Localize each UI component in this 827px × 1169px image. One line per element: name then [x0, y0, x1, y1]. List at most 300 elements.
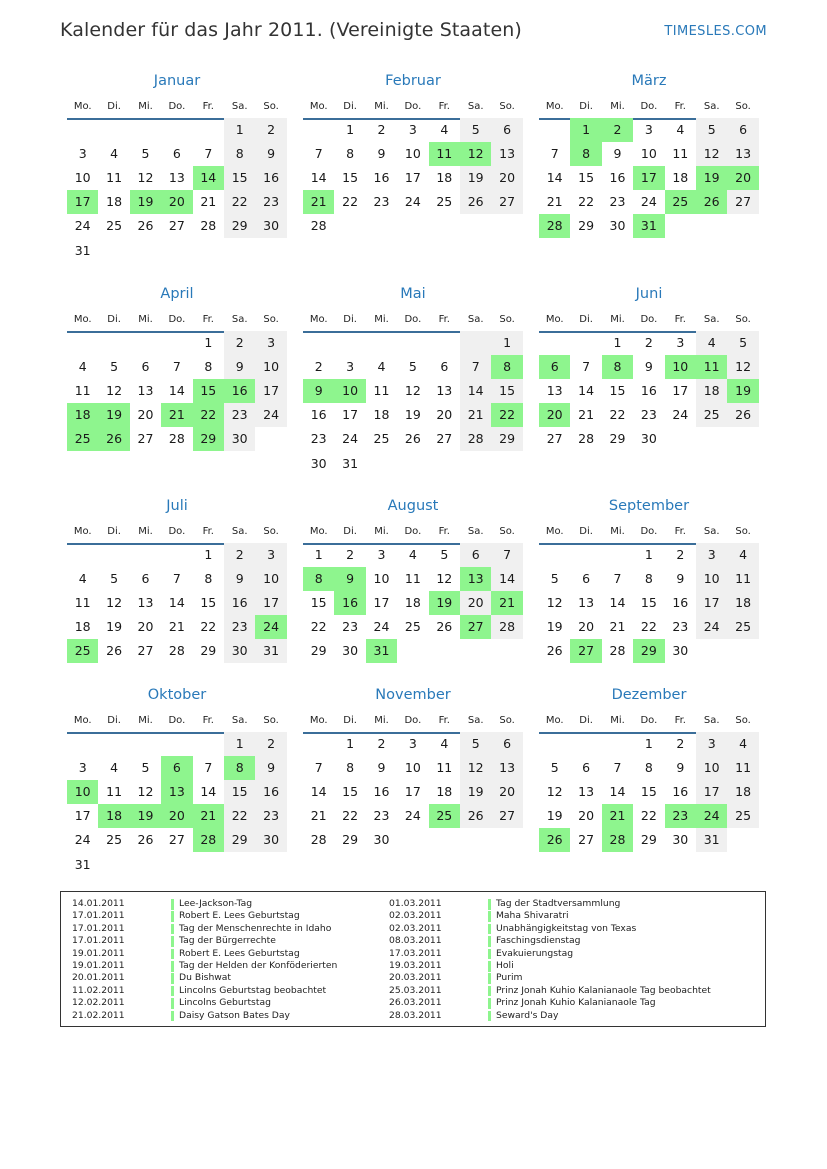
weekday-header: Di.	[107, 526, 121, 537]
day-cell: 4	[676, 122, 685, 137]
day-cell: 11	[727, 756, 758, 780]
day-cell: 15	[578, 170, 595, 186]
legend-date: 08.03.2011	[389, 935, 442, 947]
day-cell: 16	[640, 383, 657, 399]
legend-color-marker	[488, 998, 491, 1009]
day-cell: 24	[404, 808, 421, 824]
day-cell: 16	[373, 784, 390, 800]
day-cell: 20	[137, 407, 154, 423]
day-cell-holiday: 11	[429, 142, 460, 166]
day-cell: 18	[74, 619, 91, 635]
day-cell: 13	[436, 383, 453, 399]
weekday-header: Di.	[107, 715, 121, 726]
day-cell: 13	[491, 142, 522, 166]
day-cell-holiday: 24	[696, 804, 727, 828]
day-cell: 1	[204, 335, 213, 350]
day-cell-holiday: 18	[67, 403, 98, 427]
legend-holiday-name: Seward's Day	[496, 1009, 559, 1021]
day-cell-holiday: 8	[570, 142, 601, 166]
day-cell-holiday: 21	[491, 591, 522, 615]
day-cell: 25	[106, 218, 123, 234]
day-cell: 22	[224, 190, 255, 214]
day-cell: 12	[546, 595, 563, 611]
day-cell: 17	[696, 780, 727, 804]
day-cell: 8	[644, 571, 653, 587]
day-cell-holiday: 28	[602, 828, 633, 852]
legend-holiday-name: Maha Shivaratri	[496, 910, 569, 922]
day-cell: 26	[106, 643, 123, 659]
day-cell: 17	[74, 808, 91, 824]
day-cell: 12	[436, 571, 453, 587]
day-cell-holiday: 16	[334, 591, 365, 615]
day-cell: 12	[106, 595, 123, 611]
day-cell: 24	[255, 403, 286, 427]
day-cell: 21	[609, 619, 626, 635]
weekday-header: Mi.	[610, 526, 625, 537]
day-cell: 10	[255, 567, 286, 591]
day-cell: 16	[255, 780, 286, 804]
day-cell: 1	[644, 547, 653, 562]
weekday-header: Mo.	[73, 526, 92, 537]
day-cell: 9	[676, 571, 685, 587]
day-cell: 8	[346, 146, 355, 162]
day-cell-holiday: 12	[460, 142, 491, 166]
day-cell: 20	[137, 619, 154, 635]
day-cell-holiday: 13	[161, 780, 192, 804]
day-cell: 4	[696, 331, 727, 355]
day-cell: 18	[106, 194, 123, 210]
day-cell: 9	[644, 359, 653, 375]
day-cell: 30	[672, 643, 689, 659]
day-cell: 23	[609, 194, 626, 210]
day-cell: 14	[578, 383, 595, 399]
weekday-header: Di.	[343, 314, 357, 325]
legend-holiday-name: Robert E. Lees Geburtstag	[179, 947, 300, 959]
day-cell-holiday: 19	[130, 804, 161, 828]
day-cell: 23	[373, 808, 390, 824]
legend-date: 12.02.2011	[72, 997, 125, 1009]
weekday-header: Di.	[343, 715, 357, 726]
day-cell: 2	[644, 335, 653, 350]
weekday-header: Sa.	[467, 314, 484, 325]
day-cell-holiday: 31	[366, 639, 397, 663]
day-cell: 19	[404, 407, 421, 423]
day-cell: 1	[314, 547, 323, 562]
day-cell: 3	[346, 359, 355, 375]
weekday-header: So.	[263, 101, 279, 112]
legend-date: 25.03.2011	[389, 984, 442, 996]
weekday-header: Sa.	[231, 101, 248, 112]
month-title: Mai	[400, 286, 426, 302]
legend-color-marker	[488, 924, 491, 935]
day-cell: 5	[550, 760, 559, 776]
day-cell-holiday: 10	[334, 379, 365, 403]
day-cell-holiday: 28	[193, 828, 224, 852]
holiday-legend	[60, 891, 766, 1027]
day-cell: 13	[727, 142, 758, 166]
weekday-header: Di.	[343, 526, 357, 537]
day-cell: 25	[727, 615, 758, 639]
day-cell: 3	[255, 543, 286, 567]
day-cell: 1	[491, 331, 522, 355]
day-cell: 11	[74, 383, 91, 399]
day-cell: 12	[106, 383, 123, 399]
weekday-header: Sa.	[703, 101, 720, 112]
month-title: März	[631, 73, 667, 89]
day-cell: 16	[672, 784, 689, 800]
day-cell: 18	[436, 784, 453, 800]
day-cell-holiday: 16	[224, 379, 255, 403]
weekday-header: So.	[735, 101, 751, 112]
day-cell: 10	[696, 756, 727, 780]
legend-color-marker	[171, 973, 174, 984]
day-cell: 26	[436, 619, 453, 635]
day-cell: 5	[460, 118, 491, 142]
legend-date: 17.01.2011	[72, 935, 125, 947]
day-cell: 16	[373, 170, 390, 186]
day-cell: 21	[578, 407, 595, 423]
day-cell-holiday: 31	[633, 214, 664, 238]
day-cell: 13	[578, 595, 595, 611]
day-cell: 4	[110, 146, 119, 162]
day-cell: 18	[696, 379, 727, 403]
day-cell-holiday: 8	[491, 355, 522, 379]
weekday-header: Di.	[579, 101, 593, 112]
day-cell: 11	[727, 567, 758, 591]
day-cell: 28	[578, 431, 595, 447]
day-cell: 5	[696, 118, 727, 142]
month-title: November	[375, 687, 451, 703]
day-cell: 2	[224, 543, 255, 567]
day-cell: 8	[346, 760, 355, 776]
day-cell: 13	[491, 756, 522, 780]
day-cell: 19	[460, 166, 491, 190]
day-cell: 1	[346, 736, 355, 751]
day-cell: 10	[74, 170, 91, 186]
day-cell: 16	[224, 591, 255, 615]
day-cell: 2	[255, 732, 286, 756]
weekday-header: Do.	[404, 101, 422, 112]
legend-holiday-name: Tag der Bürgerrechte	[179, 935, 276, 947]
weekday-header: So.	[499, 526, 515, 537]
weekday-header: Fr.	[202, 526, 214, 537]
month-title: April	[160, 286, 194, 302]
day-cell: 25	[373, 431, 390, 447]
day-cell: 29	[224, 214, 255, 238]
day-cell: 5	[727, 331, 758, 355]
legend-color-marker	[488, 911, 491, 922]
day-cell: 23	[310, 431, 327, 447]
weekday-header: Di.	[107, 101, 121, 112]
day-cell: 30	[640, 431, 657, 447]
day-cell-holiday: 22	[491, 403, 522, 427]
day-cell: 30	[609, 218, 626, 234]
day-cell: 18	[727, 780, 758, 804]
day-cell: 25	[727, 804, 758, 828]
day-cell: 13	[168, 170, 185, 186]
day-cell: 20	[460, 591, 491, 615]
legend-holiday-name: Lincolns Geburtstag	[179, 997, 271, 1009]
day-cell: 18	[404, 595, 421, 611]
month-title: September	[608, 498, 690, 514]
day-cell: 17	[404, 784, 421, 800]
weekday-header: Mo.	[545, 314, 564, 325]
day-cell: 17	[342, 407, 359, 423]
day-cell: 5	[141, 760, 150, 776]
weekday-header: So.	[499, 715, 515, 726]
weekday-header: Mo.	[73, 715, 92, 726]
day-cell: 20	[491, 166, 522, 190]
day-cell-holiday: 17	[633, 166, 664, 190]
day-cell: 10	[404, 760, 421, 776]
day-cell: 16	[255, 166, 286, 190]
legend-color-marker	[171, 998, 174, 1009]
weekday-header: Sa.	[703, 314, 720, 325]
legend-color-marker	[171, 924, 174, 935]
day-cell: 5	[408, 359, 417, 375]
weekday-header: Mo.	[309, 526, 328, 537]
weekday-header: Do.	[640, 715, 658, 726]
legend-date: 11.02.2011	[72, 984, 125, 996]
legend-color-marker	[171, 899, 174, 910]
day-cell: 28	[491, 615, 522, 639]
weekday-header: Do.	[404, 715, 422, 726]
day-cell: 31	[342, 455, 359, 471]
weekend-blank	[460, 331, 491, 355]
day-cell: 24	[74, 832, 91, 848]
month-title: Oktober	[147, 687, 207, 703]
weekday-header: Do.	[640, 526, 658, 537]
legend-color-marker	[488, 899, 491, 910]
weekday-header: Di.	[579, 526, 593, 537]
day-cell: 7	[172, 359, 181, 375]
day-cell-holiday: 29	[193, 427, 224, 451]
day-cell-holiday: 20	[161, 190, 192, 214]
day-cell: 26	[460, 804, 491, 828]
day-cell: 15	[491, 379, 522, 403]
day-cell: 24	[640, 194, 657, 210]
weekday-header: Mo.	[545, 715, 564, 726]
legend-color-marker	[488, 936, 491, 947]
legend-color-marker	[488, 1011, 491, 1022]
day-cell-holiday: 26	[696, 190, 727, 214]
day-cell: 9	[377, 146, 386, 162]
day-cell: 23	[255, 804, 286, 828]
month-title: August	[387, 498, 439, 514]
weekday-header: So.	[499, 101, 515, 112]
day-cell: 22	[640, 808, 657, 824]
month-title: Februar	[385, 73, 441, 89]
weekday-header: Fr.	[438, 715, 450, 726]
day-cell: 27	[491, 190, 522, 214]
day-cell: 3	[255, 331, 286, 355]
day-cell: 15	[310, 595, 327, 611]
day-cell: 17	[255, 379, 286, 403]
day-cell: 12	[696, 142, 727, 166]
page-title: Kalender für das Jahr 2011. (Vereinigte Staaten)	[60, 19, 522, 41]
day-cell: 29	[609, 431, 626, 447]
day-cell: 1	[613, 335, 622, 350]
day-cell-holiday: 28	[539, 214, 570, 238]
legend-date: 21.02.2011	[72, 1009, 125, 1021]
day-cell: 18	[373, 407, 390, 423]
legend-holiday-name: Lee-Jackson-Tag	[179, 898, 253, 909]
legend-color-marker	[171, 949, 174, 960]
day-cell: 6	[491, 732, 522, 756]
weekday-header: Fr.	[202, 101, 214, 112]
weekday-header: Do.	[168, 314, 186, 325]
day-cell: 4	[408, 547, 417, 562]
day-cell: 19	[546, 619, 563, 635]
day-cell: 31	[255, 639, 286, 663]
day-cell: 17	[404, 170, 421, 186]
day-cell: 27	[546, 431, 563, 447]
weekday-header: Sa.	[231, 314, 248, 325]
day-cell: 26	[137, 832, 154, 848]
day-cell-holiday: 25	[67, 427, 98, 451]
weekday-header: Do.	[168, 101, 186, 112]
day-cell: 15	[640, 784, 657, 800]
day-cell-holiday: 26	[539, 828, 570, 852]
day-cell: 17	[373, 595, 390, 611]
day-cell: 3	[644, 122, 653, 137]
day-cell: 24	[672, 407, 689, 423]
day-cell: 13	[137, 595, 154, 611]
day-cell-holiday: 1	[570, 118, 601, 142]
legend-date: 19.01.2011	[72, 947, 125, 959]
day-cell: 22	[310, 619, 327, 635]
day-cell: 15	[224, 780, 255, 804]
weekday-header: Mi.	[610, 715, 625, 726]
weekday-header: Fr.	[674, 314, 686, 325]
day-cell: 1	[644, 736, 653, 751]
weekday-header: So.	[263, 715, 279, 726]
day-cell: 18	[727, 591, 758, 615]
day-cell: 30	[672, 832, 689, 848]
day-cell: 23	[640, 407, 657, 423]
day-cell: 9	[224, 567, 255, 591]
day-cell: 7	[491, 543, 522, 567]
weekday-header: Fr.	[674, 526, 686, 537]
day-cell: 29	[578, 218, 595, 234]
day-cell: 14	[310, 170, 327, 186]
day-cell-holiday: 25	[429, 804, 460, 828]
weekday-header: Mi.	[138, 715, 153, 726]
day-cell: 31	[696, 828, 727, 852]
day-cell: 20	[436, 407, 453, 423]
day-cell: 6	[460, 543, 491, 567]
day-cell: 10	[255, 355, 286, 379]
weekday-header: Mi.	[610, 101, 625, 112]
day-cell: 14	[460, 379, 491, 403]
day-cell: 27	[168, 832, 185, 848]
weekday-header: Sa.	[467, 101, 484, 112]
month-title: Juli	[166, 498, 188, 514]
day-cell: 1	[224, 732, 255, 756]
day-cell: 7	[460, 355, 491, 379]
day-cell: 29	[342, 832, 359, 848]
day-cell: 27	[727, 190, 758, 214]
day-cell: 25	[696, 403, 727, 427]
day-cell: 28	[200, 218, 217, 234]
day-cell: 6	[491, 118, 522, 142]
day-cell-holiday: 11	[696, 355, 727, 379]
brand-link[interactable]: TIMESLES.COM	[664, 24, 767, 39]
day-cell: 14	[200, 784, 217, 800]
day-cell: 20	[578, 619, 595, 635]
day-cell: 30	[224, 427, 255, 451]
day-cell: 1	[346, 122, 355, 137]
weekday-header: Do.	[168, 526, 186, 537]
day-cell: 25	[106, 832, 123, 848]
day-cell: 7	[582, 359, 591, 375]
day-cell: 28	[168, 431, 185, 447]
legend-date: 28.03.2011	[389, 1009, 442, 1021]
legend-color-marker	[171, 936, 174, 947]
legend-date: 17.01.2011	[72, 910, 125, 922]
legend-holiday-name: Du Bishwat	[179, 972, 232, 984]
day-cell: 2	[255, 118, 286, 142]
weekday-header: Mi.	[138, 526, 153, 537]
day-cell-holiday: 18	[98, 804, 129, 828]
day-cell: 25	[404, 619, 421, 635]
day-cell: 23	[373, 194, 390, 210]
legend-holiday-name: Tag der Menschenrechte in Idaho	[179, 922, 332, 934]
day-cell-holiday: 22	[193, 403, 224, 427]
day-cell: 15	[200, 595, 217, 611]
day-cell: 5	[110, 571, 119, 587]
day-cell: 27	[436, 431, 453, 447]
day-cell: 19	[546, 808, 563, 824]
day-cell-holiday: 24	[255, 615, 286, 639]
legend-color-marker	[171, 911, 174, 922]
day-cell: 19	[460, 780, 491, 804]
month-title: Juni	[635, 286, 663, 302]
day-cell-holiday: 20	[727, 166, 758, 190]
weekday-header: Mi.	[374, 101, 389, 112]
day-cell: 15	[609, 383, 626, 399]
day-cell: 12	[546, 784, 563, 800]
weekday-header: Mo.	[545, 526, 564, 537]
day-cell: 28	[310, 832, 327, 848]
day-cell: 14	[168, 383, 185, 399]
day-cell: 24	[404, 194, 421, 210]
day-cell: 24	[342, 431, 359, 447]
day-cell: 11	[404, 571, 421, 587]
day-cell: 13	[578, 784, 595, 800]
legend-holiday-name: Prinz Jonah Kuhio Kalanianaole Tag beobachtet	[496, 984, 711, 996]
day-cell: 4	[377, 359, 386, 375]
day-cell: 2	[346, 547, 355, 562]
day-cell: 26	[460, 190, 491, 214]
day-cell: 21	[460, 403, 491, 427]
day-cell: 14	[546, 170, 563, 186]
weekday-header: Sa.	[467, 526, 484, 537]
day-cell: 14	[168, 595, 185, 611]
day-cell: 9	[613, 146, 622, 162]
day-cell: 3	[377, 547, 386, 562]
day-cell: 4	[727, 543, 758, 567]
day-cell: 22	[224, 804, 255, 828]
legend-color-marker	[171, 1011, 174, 1022]
day-cell: 28	[460, 427, 491, 451]
day-cell: 7	[613, 571, 622, 587]
legend-date: 02.03.2011	[389, 910, 442, 922]
day-cell: 26	[546, 643, 563, 659]
day-cell: 21	[310, 808, 327, 824]
legend-holiday-name: Tag der Stadtversammlung	[496, 898, 621, 909]
day-cell: 6	[172, 146, 181, 162]
